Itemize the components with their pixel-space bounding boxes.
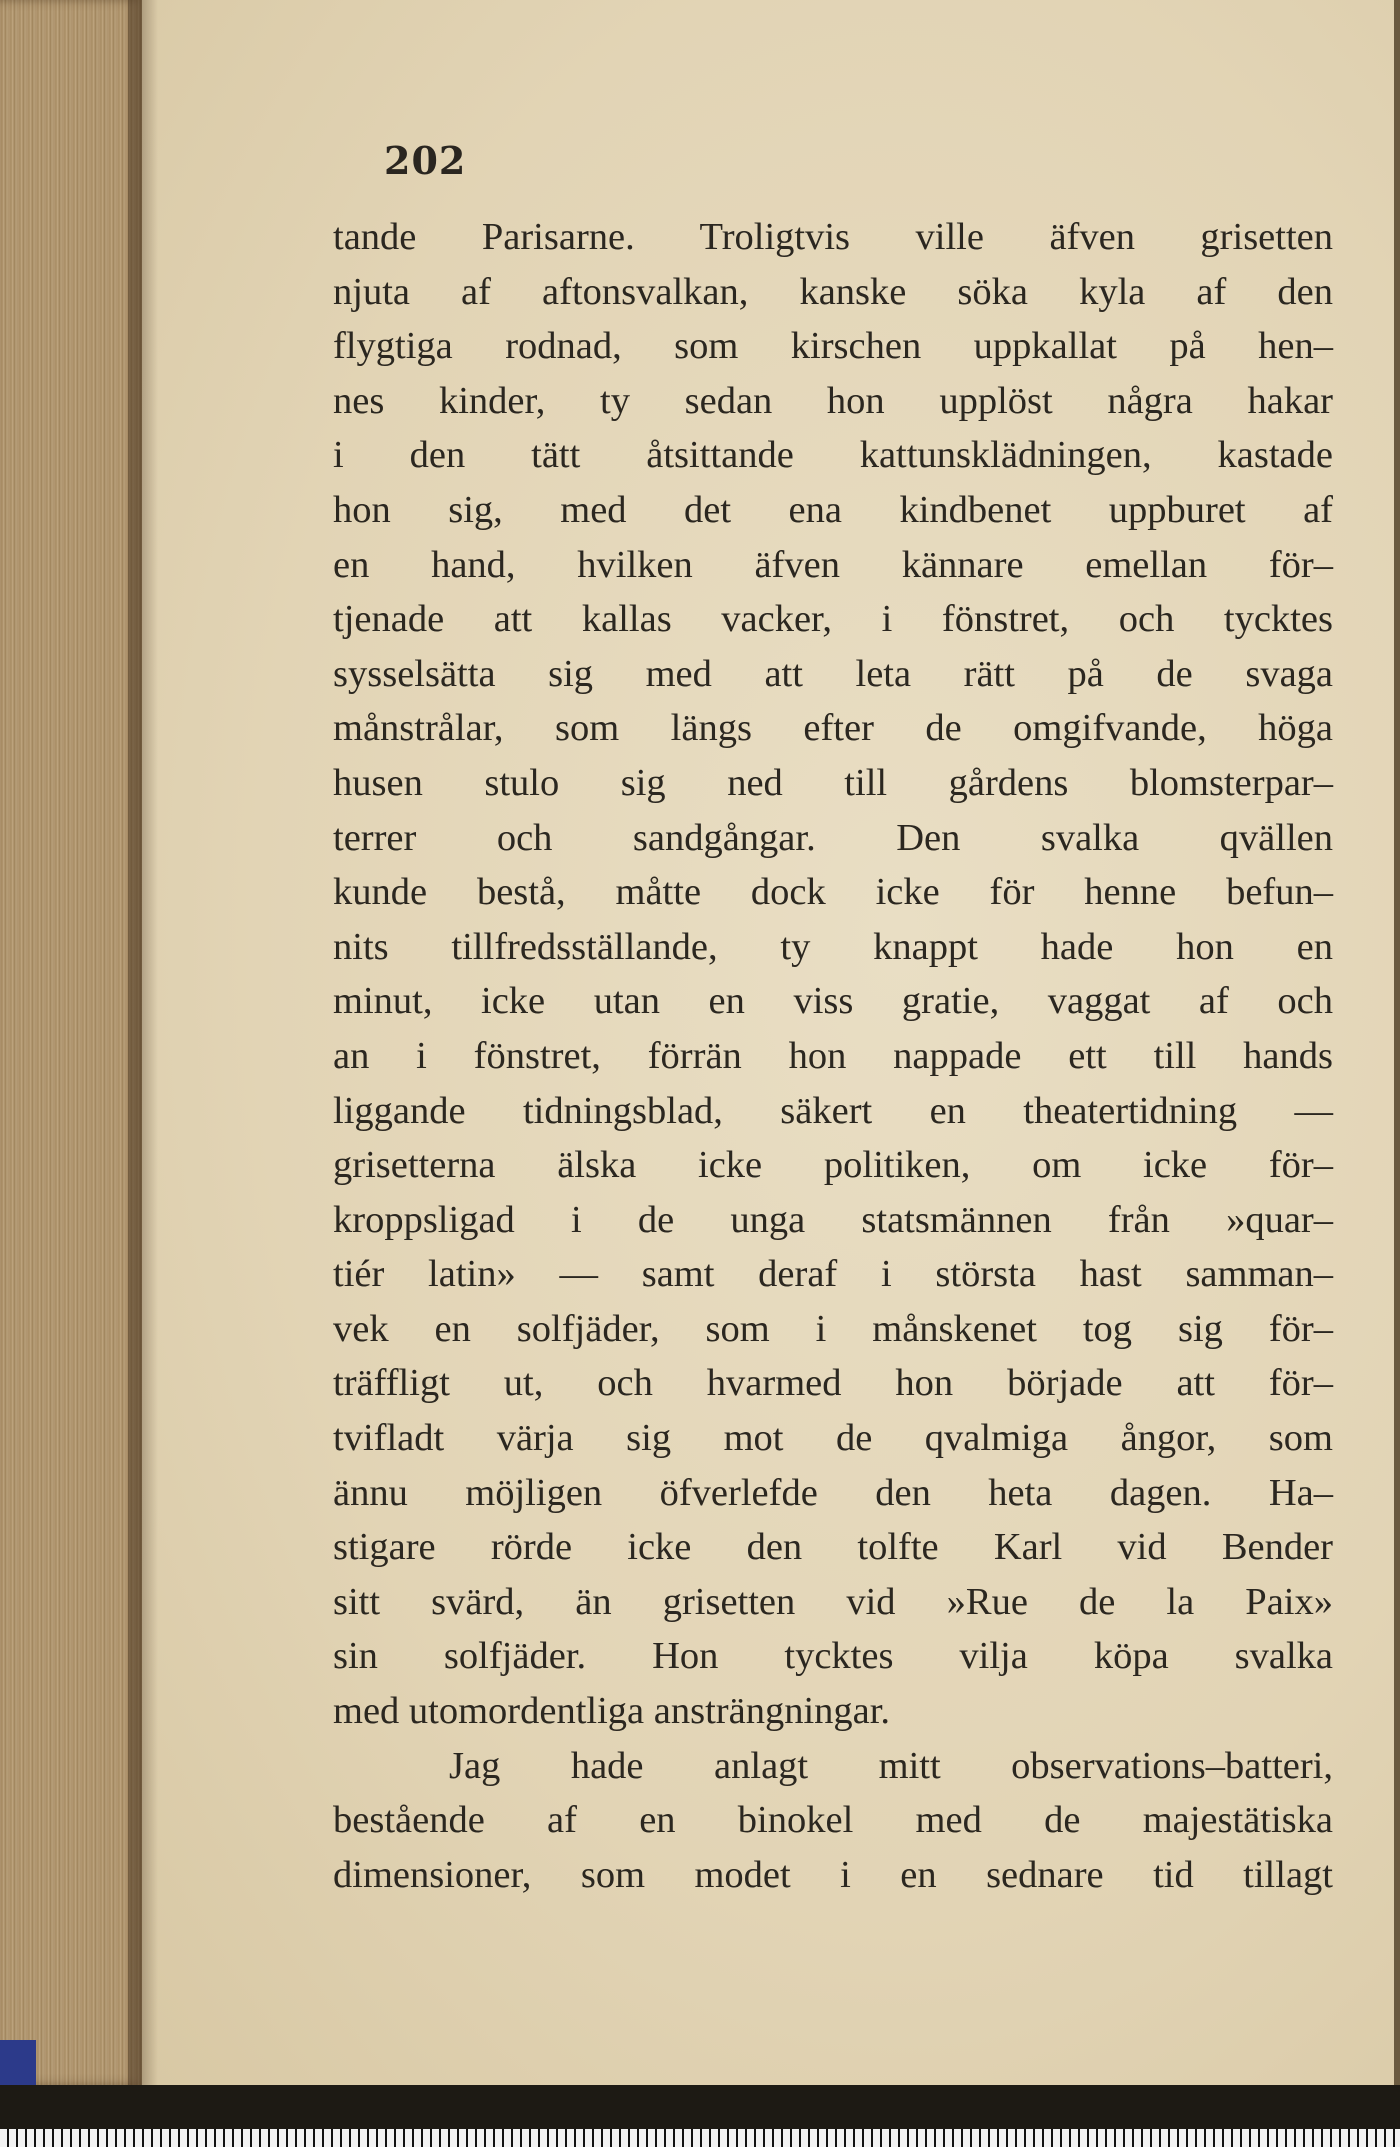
text-line: grisetterna älska icke politiken, om icke för– bbox=[333, 1144, 1333, 1187]
text-line: husen stulo sig ned till gårdens blomsterpar– bbox=[333, 761, 1333, 804]
page-right-shadow bbox=[1394, 0, 1400, 2085]
text-line: kroppsligad i de unga statsmännen från »quar– bbox=[333, 1198, 1333, 1241]
scan-color-marker bbox=[0, 2040, 36, 2085]
text-line: månstrålar, som längs efter de omgifvande, höga bbox=[333, 707, 1333, 750]
text-line: dimensioner, som modet i en sednare tid tillagt bbox=[333, 1853, 1333, 1896]
text-line: vek en solfjäder, som i månskenet tog sig för– bbox=[333, 1307, 1333, 1350]
text-line: flygtiga rodnad, som kirschen uppkallat på hen– bbox=[333, 325, 1333, 368]
text-line: an i fönstret, förrän hon nappade ett till hands bbox=[333, 1034, 1333, 1077]
text-line: minut, icke utan en viss gratie, vaggat af och bbox=[333, 980, 1333, 1023]
text-line: tande Parisarne. Troligtvis ville äfven grisetten bbox=[333, 216, 1333, 258]
text-line: hon sig, med det ena kindbenet uppburet af bbox=[333, 488, 1333, 531]
text-line: bestående af en binokel med de majestätiska bbox=[333, 1799, 1333, 1842]
text-line: terrer och sandgångar. Den svalka qvällen bbox=[333, 816, 1333, 859]
text-line: nits tillfredsställande, ty knappt hade hon en bbox=[333, 925, 1333, 968]
text-line: sysselsätta sig med att leta rätt på de svaga bbox=[333, 652, 1333, 695]
text-line: Jag hade anlagt mitt observations–batteri, bbox=[449, 1744, 1333, 1787]
gutter-shadow bbox=[128, 0, 158, 2085]
text-line: ännu möjligen öfverlefde den heta dagen. Ha– bbox=[333, 1471, 1333, 1514]
text-line: nes kinder, ty sedan hon upplöst några hakar bbox=[333, 379, 1333, 422]
text-line: träffligt ut, och hvarmed hon började att för– bbox=[333, 1362, 1333, 1405]
page-block-edge bbox=[0, 0, 142, 2085]
text-line: tjenade att kallas vacker, i fönstret, och tycktes bbox=[333, 598, 1333, 641]
scan-ruler bbox=[0, 2129, 1400, 2147]
text-line: stigare rörde icke den tolfte Karl vid Bender bbox=[333, 1526, 1333, 1569]
text-line: liggande tidningsblad, säkert en theatertidning — bbox=[333, 1089, 1333, 1132]
body-text bbox=[333, 210, 1333, 1902]
scan-bottom-band bbox=[0, 2085, 1400, 2129]
text-line: sitt svärd, än grisetten vid »Rue de la Paix» bbox=[333, 1580, 1333, 1623]
text-line: kunde bestå, måtte dock icke för henne befun– bbox=[333, 871, 1333, 914]
text-line: en hand, hvilken äfven kännare emellan för– bbox=[333, 543, 1333, 586]
text-line: njuta af aftonsvalkan, kanske söka kyla af den bbox=[333, 270, 1333, 313]
page-number: 202 bbox=[384, 138, 467, 183]
text-line: tvifladt värja sig mot de qvalmiga ångor, som bbox=[333, 1417, 1333, 1460]
text-line: sin solfjäder. Hon tycktes vilja köpa svalka bbox=[333, 1635, 1333, 1678]
text-line: med utomordentliga ansträngningar. bbox=[333, 1690, 891, 1733]
text-line: i den tätt åtsittande kattunsklädningen, kastade bbox=[333, 434, 1333, 477]
text-line: tiér latin» — samt deraf i största hast samman– bbox=[333, 1253, 1333, 1296]
